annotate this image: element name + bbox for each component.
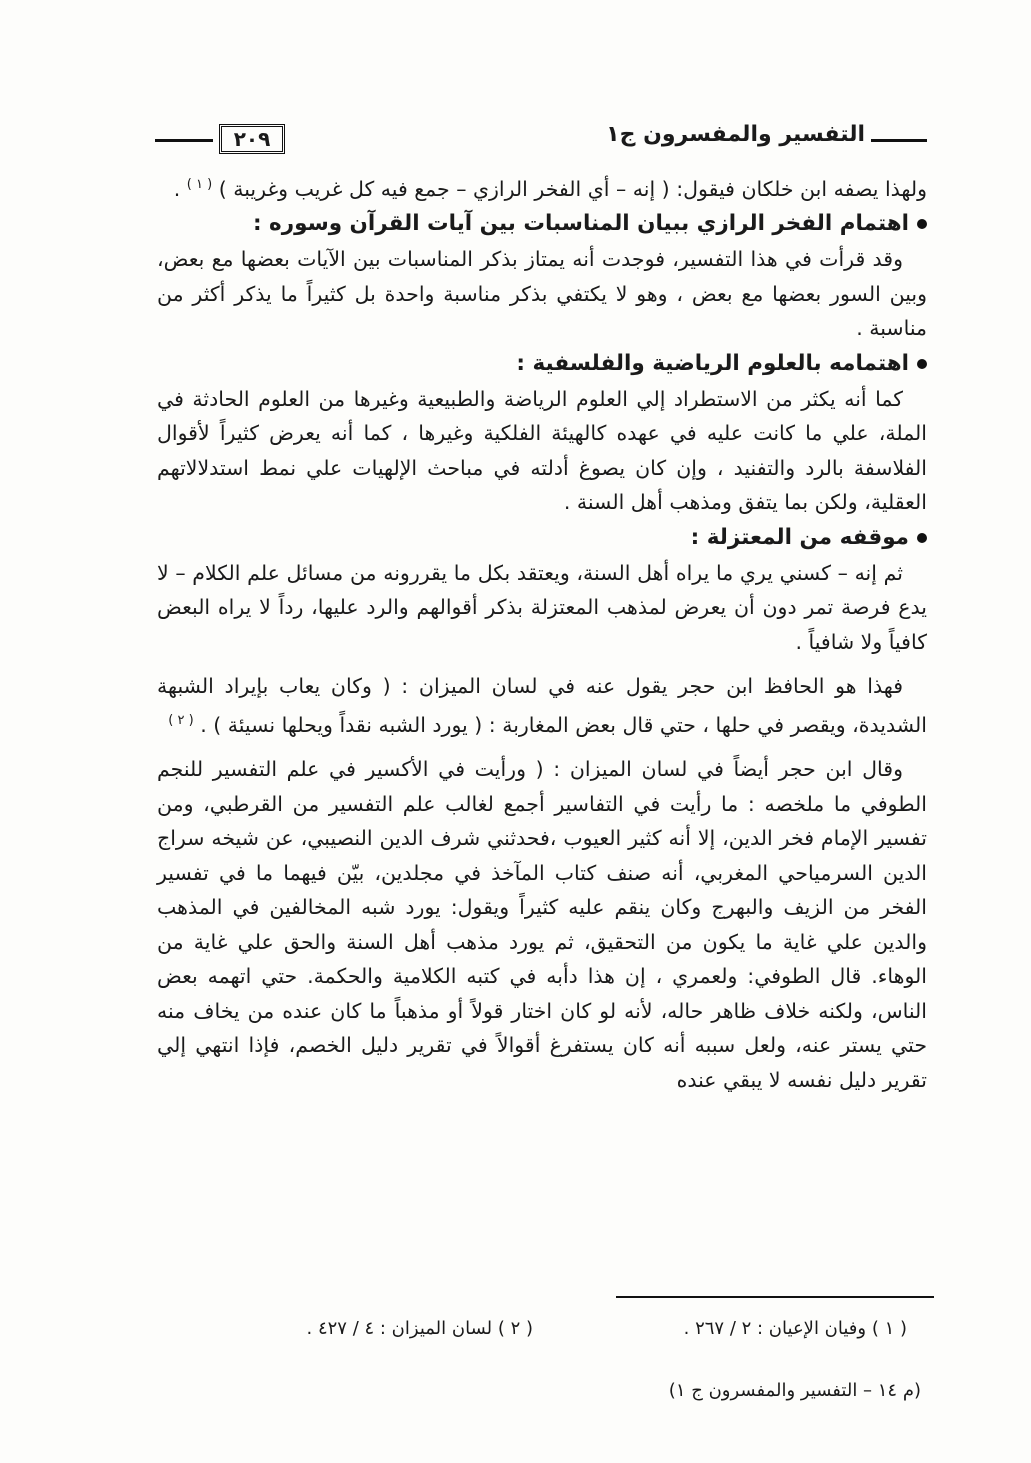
section-heading-mutazila: [157, 520, 927, 556]
bullet-icon: [917, 219, 927, 229]
footnote-ref-1: ( ١ ): [186, 177, 213, 192]
header-rule-left: [155, 139, 213, 142]
paragraph-2: وقد قرأت في هذا التفسير، فوجدت أنه يمتاز بذكر المناسبات بين الآيات بعضها مع بعض، وبين السور بعضها مع بعض ، وهو لا يكتفي بذكر مناسبة واحدة بل كثيراً ما يذكر أكثر من مناسبة .: [157, 247, 927, 341]
paragraph-1-text: ولهذا يصفه ابن خلكان فيقول: ( إنه – أي الفخر الرازي – جمع فيه كل غريب وغريبة ): [218, 176, 927, 201]
body-text: [157, 168, 927, 1097]
section-heading-mutazila-text: موقفه من المعتزلة :: [690, 524, 909, 550]
section-heading-munasabat: [157, 206, 927, 242]
running-header-title: التفسير والمفسرون ج١: [606, 122, 865, 147]
footnote-ref-2: ( ٢ ): [168, 712, 194, 728]
paragraph-5: [157, 669, 927, 742]
section-heading-sciences: [157, 346, 927, 382]
bullet-icon: [917, 359, 927, 369]
section-heading-sciences-text: اهتمامه بالعلوم الرياضية والفلسفية :: [516, 350, 909, 376]
page-number: ٢٠٩: [219, 124, 285, 154]
header-rule-right: [871, 139, 927, 142]
running-header: [155, 120, 927, 160]
signature-mark: (م ١٤ – التفسير والمفسرون ج ١): [668, 1380, 921, 1401]
paragraph-3: كما أنه يكثر من الاستطراد إلي العلوم الرياضة والطبيعية وغيرها من العلوم الحادثة في الملة، علي ما كانت عليه في عهده كالهيئة الفلكية وغيرها ، كما أنه يعرض كثيراً لأقوال الفلاسفة بالرد والتفنيد ، وإن كان يصوغ أدلته في مباحث الإلهيات علي نمط استدلالاتهم العقلية، ولكن بما يتفق ومذهب أهل السنة .: [157, 386, 927, 515]
footnote-1: ( ١ ) وفيان الإعيان : ٢ / ٢٦٧ .: [683, 1318, 907, 1339]
paragraph-4: ثم إنه – كسني يري ما يراه أهل السنة، ويعتقد بكل ما يقررونه من مسائل علم الكلام – لا يدع فرصة تمر دون أن يعرض لمذهب المعتزلة بذكر أقوالهم والرد عليها، رداً لا يراه البعض كافياً ولا شافياً .: [157, 560, 927, 654]
paragraph-1-end: .: [173, 176, 181, 201]
paragraph-6: وقال ابن حجر أيضاً في لسان الميزان : ( ورأيت في الأكسير في علم التفسير للنجم الطوفي ما ملخصه : ما رأيت في التفاسير أجمع لغالب علم التفسير من القرطبي، ومن تفسير الإمام فخر الدين، إلا أنه كثير العيوب ،فحدثني شرف الدين النصيبي، عن شيخه سراج الدين السرمياحي المغربي، أنه صنف كتاب المآخذ في مجلدين، بيّن فيهما ما في تفسير الفخر من الزيف والبهرج وكان ينقم عليه كثيراً ويقول: يورد شبه المخالفين في المذهب والدين علي غاية ما يكون من التحقيق، ثم يورد مذهب أهل السنة والحق علي غاية من الوهاء. قال الطوفي: ولعمري ، إن هذا دأبه في كتبه الكلامية والحكمة. حتي اتهمه بعض الناس، ولكنه خلاف ظاهر حاله، لأنه لو كان اختار قولاً أو مذهباً ما كان عنده من يخاف منه حتي يستر عنه، ولعل سببه أنه كان يستفرغ أقوالاً في تقرير دليل الخصم، فإذا انتهي إلي تقرير دليل نفسه لا يبقي عنده: [157, 757, 927, 1092]
paragraph-1: [157, 168, 927, 206]
footnote-rule: [616, 1296, 934, 1298]
section-heading-munasabat-text: اهتمام الفخر الرازي ببيان المناسبات بين آيات القرآن وسوره :: [252, 211, 909, 237]
footnote-2: ( ٢ ) لسان الميزان : ٤ / ٤٢٧ .: [306, 1318, 533, 1339]
paragraph-5-text: فهذا هو الحافظ ابن حجر يقول عنه في لسان الميزان : ( وكان يعاب بإيراد الشبهة الشديدة، ويقصر في حلها ، حتي قال بعض المغاربة : ( يورد الشبه نقداً ويحلها نسيئة ) .: [157, 674, 927, 737]
bullet-icon: [917, 533, 927, 543]
